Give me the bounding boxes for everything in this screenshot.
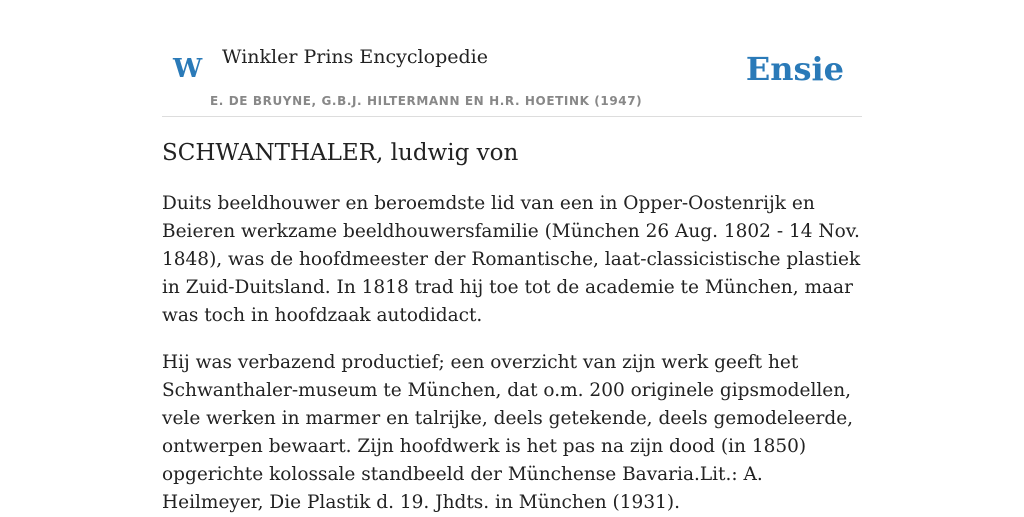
entry-paragraph-2: Hij was verbazend productief; een overzicht van zijn werk geeft het Schwanthaler-museum te München, dat o.m. 200 originele gipsmodellen, vele werken in marmer en talrijke, deels getekende, deels gemodeleerde, ontwerpen bewaart. Zijn hoofdwerk is het pas na zijn dood (in 1850) opgerichte kolossale standbeeld der Münchense Bavaria.Lit.: A. Heilmeyer, Die Plastik d. 19. Jhdts. in München (1931). [162,352,854,513]
site-header [162,0,862,117]
winkler-prins-logo[interactable]: W [173,54,203,84]
source-title[interactable]: Winkler Prins Encyclopedie [222,46,488,68]
entry-content [162,140,862,517]
entry-paragraph-1: Duits beeldhouwer en beroemdste lid van een in Opper-Oostenrijk en Beieren werkzame beeldhouwersfamilie (München 26 Aug. 1802 - 14 Nov. 1848), was de hoofdmeester der Romantische, laat-classicistische plastiek in Zuid-Duitsland. In 1818 trad hij toe tot de academie te München, maar was toch in hoofdzaak autodidact. [162,193,861,326]
entry-title: SCHWANTHALER, ludwig von [162,140,519,166]
source-authors: E. DE BRUYNE, G.B.J. HILTERMANN EN H.R. HOETINK (1947) [210,94,643,108]
ensie-logo-link[interactable]: Ensie [745,50,844,88]
